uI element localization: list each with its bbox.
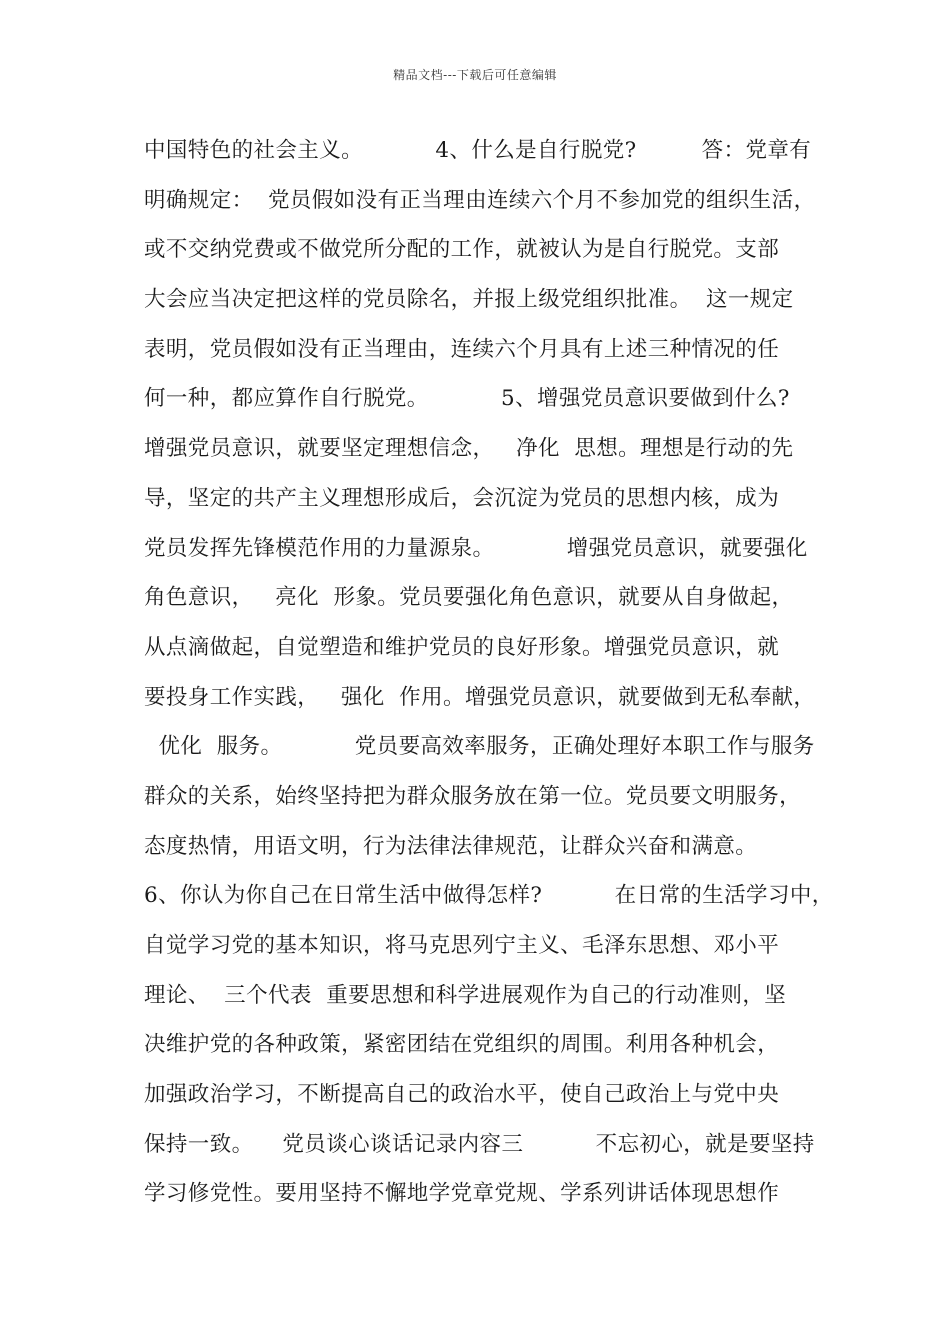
- body-line: 从点滴做起，自觉塑造和维护党员的良好形象。增强党员意识，就: [144, 634, 780, 660]
- body-line: 中国特色的社会主义。 4、什么是自行脱党? 答：党章有: [144, 138, 812, 163]
- body-line: 或不交纳党费或不做党所分配的工作，就被认为是自行脱党。支部: [144, 237, 780, 263]
- body-line: 6、你认为你自己在日常生活中做得怎样? 在日常的生活学习中，: [144, 883, 834, 909]
- body-line: 优化 服务。 党员要高效率服务，正确处理好本职工作与服务: [144, 734, 815, 760]
- body-line: 导，坚定的共产主义理想形成后，会沉淀为党员的思想内核，成为: [144, 485, 780, 511]
- body-line: 党员发挥先锋模范作用的力量源泉。 增强党员意识，就要强化: [144, 535, 808, 561]
- page-header: 精品文档---下载后可任意编辑: [393, 68, 557, 82]
- body-line: 态度热情，用语文明，行为法律法律规范，让群众兴奋和满意。: [144, 833, 758, 859]
- body-line: 决维护党的各种政策，紧密团结在党组织的周围。利用各种机会，: [144, 1032, 780, 1058]
- body-line: 角色意识， 亮化 形象。党员要强化角色意识，就要从自身做起，: [144, 585, 794, 611]
- body-line: 大会应当决定把这样的党员除名，并报上级党组织批准。 这一规定: [144, 287, 794, 313]
- body-line: 自觉学习党的基本知识，将马克思列宁主义、毛泽东思想、邓小平: [144, 933, 780, 958]
- body-line: 增强党员意识，就要坚定理想信念， 净化 思想。理想是行动的先: [144, 436, 794, 462]
- body-line: 理论、 三个代表 重要思想和科学进展观作为自己的行动准则，坚: [144, 982, 787, 1008]
- body-line: 加强政治学习，不断提高自己的政治水平，使自己政治上与党中央: [144, 1082, 780, 1108]
- body-line: 要投身工作实践， 强化 作用。增强党员意识，就要做到无私奉献，: [144, 684, 816, 710]
- document-body: [144, 131, 834, 1224]
- body-line: 明确规定： 党员假如没有正当理由连续六个月不参加党的组织生活，: [144, 187, 816, 213]
- body-line: 保持一致。 党员谈心谈话记录内容三 不忘初心，就是要坚持: [144, 1131, 815, 1157]
- body-line: 群众的关系，始终坚持把为群众服务放在第一位。党员要文明服务，: [144, 783, 802, 809]
- body-line: 何一种，都应算作自行脱党。 5、增强党员意识要做到什么?: [144, 386, 790, 412]
- body-line: 学习修党性。要用坚持不懈地学党章党规、学系列讲话体现思想作: [144, 1181, 780, 1207]
- body-line: 表明，党员假如没有正当理由，连续六个月具有上述三种情况的任: [144, 336, 780, 362]
